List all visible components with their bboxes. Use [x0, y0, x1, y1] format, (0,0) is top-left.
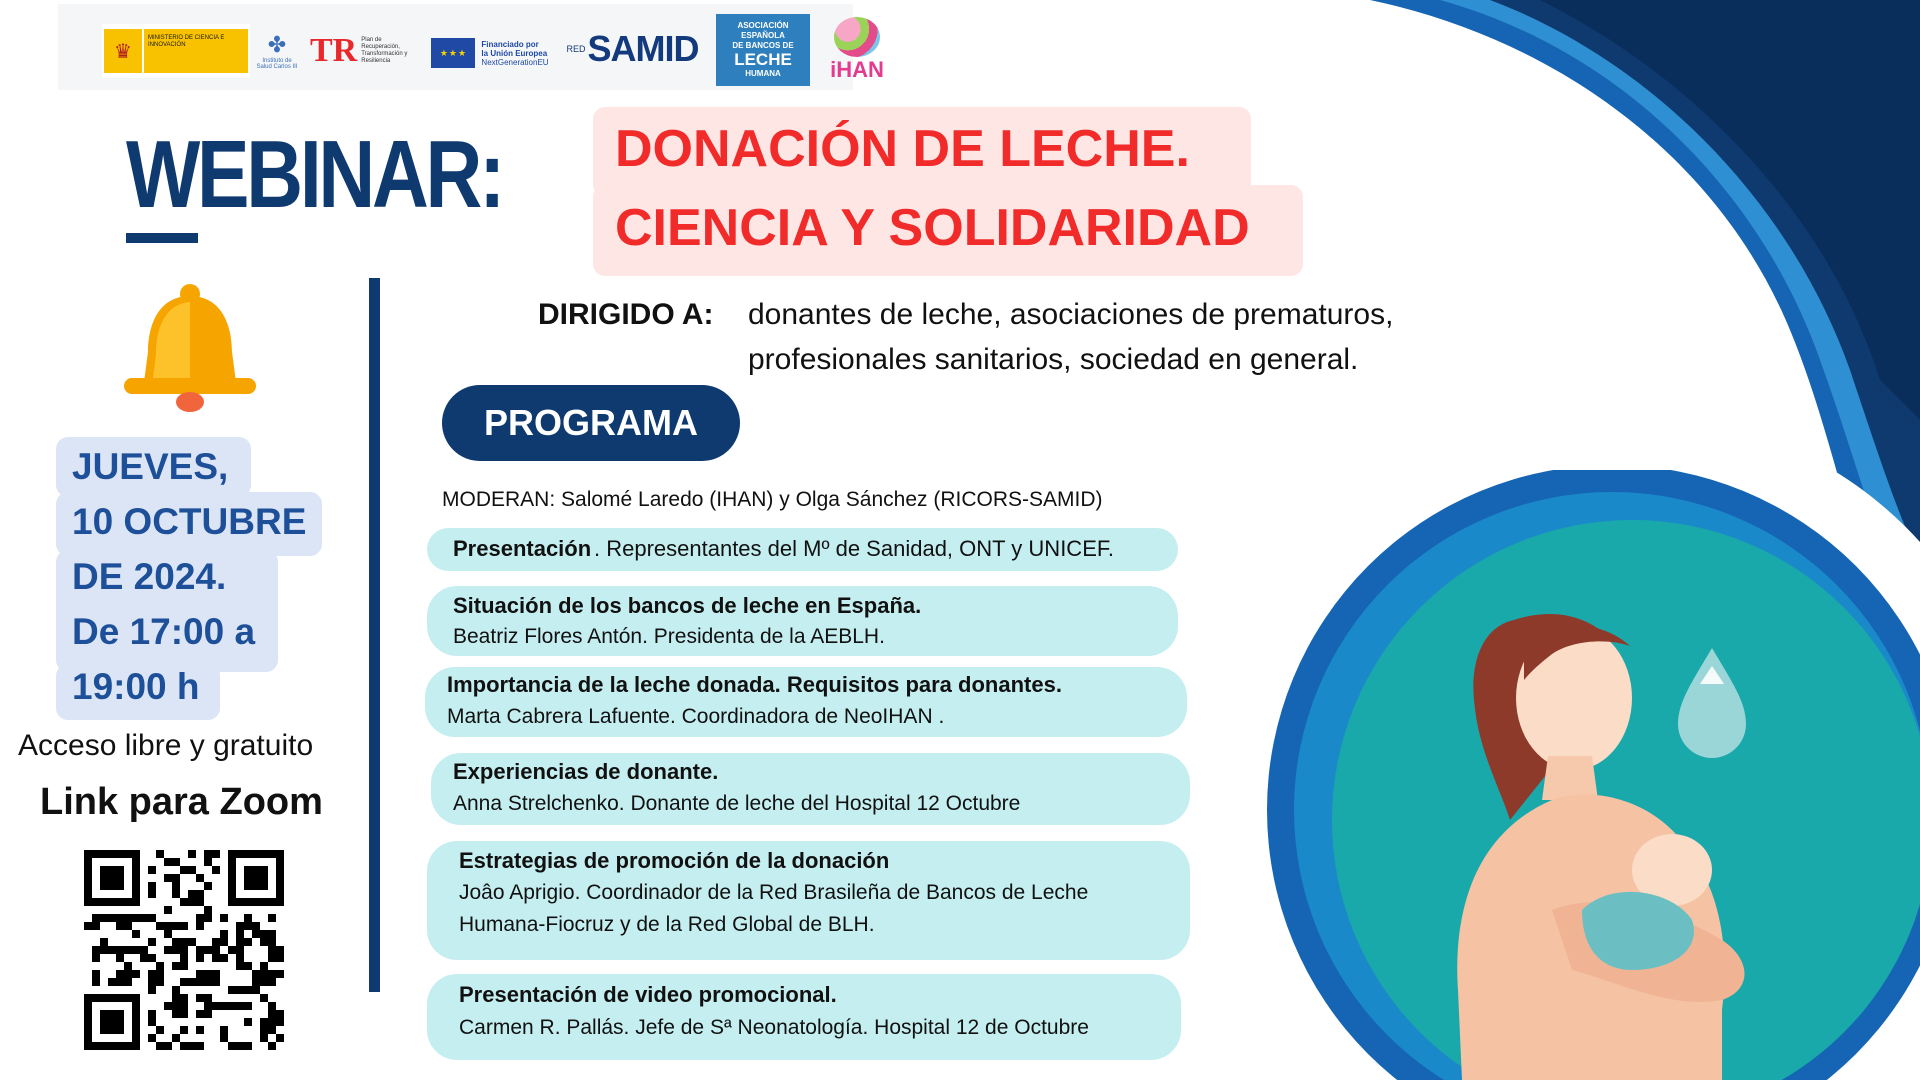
qr-module: [188, 978, 196, 986]
qr-module: [140, 946, 148, 954]
sponsor-logo-bar: [58, 4, 884, 90]
qr-module: [124, 922, 132, 930]
event-time-start: De 17:00 a: [72, 611, 256, 652]
qr-module: [204, 1010, 212, 1018]
qr-module: [220, 930, 228, 938]
qr-module: [228, 1042, 236, 1050]
qr-module: [180, 1002, 188, 1010]
qr-module: [92, 970, 100, 978]
eu-funding-logo: [420, 32, 560, 74]
qr-module: [204, 906, 212, 914]
qr-module: [212, 866, 220, 874]
qr-module: [204, 914, 212, 922]
audience-label: DIRIGIDO A:: [538, 298, 714, 331]
qr-module: [244, 922, 252, 930]
qr-module: [148, 1018, 156, 1026]
program-item-title: Importancia de la leche donada. Requisitos para donantes.: [447, 672, 1062, 697]
qr-module: [100, 946, 108, 954]
qr-module: [156, 922, 164, 930]
samid-red-text: RED: [566, 44, 586, 54]
qr-module: [148, 954, 156, 962]
qr-module: [212, 1002, 220, 1010]
qr-module: [252, 978, 260, 986]
qr-module: [148, 1034, 156, 1042]
qr-module: [268, 938, 276, 946]
qr-module: [156, 970, 164, 978]
audience-line1: donantes de leche, asociaciones de prematuros,: [748, 298, 1394, 331]
qr-module: [180, 994, 188, 1002]
qr-module: [116, 970, 124, 978]
qr-module: [196, 898, 204, 906]
qr-module: [276, 946, 284, 954]
eu-text-line3: NextGenerationEU: [481, 57, 549, 67]
qr-module: [84, 922, 92, 930]
qr-module: [156, 850, 164, 858]
qr-module: [164, 946, 172, 954]
qr-module: [172, 890, 180, 898]
qr-module: [180, 962, 188, 970]
qr-module: [164, 906, 172, 914]
qr-module: [212, 954, 220, 962]
qr-module: [140, 914, 148, 922]
program-item-speaker: Beatriz Flores Antón. Presidenta de la AEBLH.: [453, 625, 885, 648]
eu-text-line1: Financiado por: [481, 39, 539, 49]
qr-module: [164, 1002, 172, 1010]
ministerio-text: MINISTERIO DE CIENCIA E INNOVACIÓN: [144, 29, 248, 73]
qr-module: [172, 946, 180, 954]
qr-module: [212, 978, 220, 986]
prtr-logo: [310, 26, 410, 76]
qr-module: [92, 914, 100, 922]
qr-module: [148, 882, 156, 890]
qr-module: [188, 850, 196, 858]
qr-module: [244, 962, 252, 970]
qr-module: [196, 914, 204, 922]
qr-module: [268, 930, 276, 938]
qr-module: [212, 938, 220, 946]
qr-finder-mark: [100, 1010, 124, 1034]
qr-module: [276, 970, 284, 978]
aeblh-line4: LECHE: [734, 50, 792, 69]
ministerio-logo: [102, 24, 250, 78]
qr-module: [244, 914, 252, 922]
qr-module: [236, 930, 244, 938]
qr-module: [148, 1010, 156, 1018]
vertical-divider: [369, 278, 380, 992]
isciii-logo: [255, 24, 299, 78]
qr-module: [268, 1018, 276, 1026]
qr-module: [236, 954, 244, 962]
program-item-importancia: [425, 667, 1187, 737]
qr-module: [268, 978, 276, 986]
event-day: JUEVES,: [72, 446, 229, 487]
qr-module: [172, 882, 180, 890]
program-item-presentacion: [427, 528, 1178, 571]
qr-module: [172, 1034, 180, 1042]
qr-module: [92, 922, 100, 930]
qr-module: [244, 986, 252, 994]
qr-module: [196, 1026, 204, 1034]
qr-module: [172, 1010, 180, 1018]
qr-module: [220, 954, 228, 962]
qr-module: [188, 938, 196, 946]
zoom-qr-code[interactable]: [84, 850, 284, 1050]
prtr-mark: TR: [310, 32, 358, 69]
qr-module: [260, 1018, 268, 1026]
qr-module: [228, 986, 236, 994]
qr-module: [204, 1002, 212, 1010]
program-item-speaker: Marta Cabrera Lafuente. Coordinadora de NeoIHAN .: [447, 705, 945, 728]
qr-module: [188, 866, 196, 874]
qr-module: [260, 930, 268, 938]
qr-module: [196, 946, 204, 954]
qr-module: [244, 938, 252, 946]
aeblh-line5: HUMANA: [745, 69, 781, 78]
qr-module: [116, 922, 124, 930]
qr-module: [236, 1042, 244, 1050]
qr-module: [268, 946, 276, 954]
qr-module: [212, 850, 220, 858]
qr-module: [244, 1042, 252, 1050]
program-item-title: Presentación: [453, 536, 592, 561]
qr-module: [204, 978, 212, 986]
qr-module: [172, 938, 180, 946]
heading-underline: [126, 233, 198, 243]
event-date: 10 OCTUBRE: [72, 501, 307, 542]
program-item-speaker-cont: Humana-Fiocruz y de la Red Global de BLH.: [459, 913, 875, 936]
qr-module: [196, 970, 204, 978]
qr-module: [196, 1010, 204, 1018]
qr-module: [116, 946, 124, 954]
program-item-speaker: Joâo Aprigio. Coordinador de la Red Brasileña de Bancos de Leche: [459, 881, 1089, 904]
aeblh-line2: ESPAÑOLA: [741, 31, 785, 40]
qr-module: [260, 962, 268, 970]
qr-module: [268, 1026, 276, 1034]
event-time-end: 19:00 h: [72, 666, 200, 707]
qr-module: [196, 994, 204, 1002]
event-title-line1: DONACIÓN DE LECHE.: [615, 120, 1190, 178]
qr-module: [148, 914, 156, 922]
samid-name: SAMID: [587, 28, 699, 69]
program-item-video: [427, 974, 1181, 1060]
qr-module: [228, 946, 236, 954]
qr-module: [156, 978, 164, 986]
qr-module: [180, 1042, 188, 1050]
qr-module: [164, 874, 172, 882]
qr-module: [252, 922, 260, 930]
qr-module: [180, 946, 188, 954]
qr-module: [180, 938, 188, 946]
qr-module: [132, 930, 140, 938]
qr-module: [132, 970, 140, 978]
qr-module: [204, 970, 212, 978]
qr-module: [212, 946, 220, 954]
qr-module: [188, 898, 196, 906]
qr-module: [228, 1002, 236, 1010]
access-info: Acceso libre y gratuito: [18, 729, 314, 762]
qr-module: [164, 1042, 172, 1050]
program-item-estrategias: [427, 841, 1190, 960]
moderators-text: MODERAN: Salomé Laredo (IHAN) y Olga Sánchez (RICORS-SAMID): [442, 488, 1103, 511]
qr-module: [124, 914, 132, 922]
qr-module: [260, 1034, 268, 1042]
qr-finder-mark: [100, 866, 124, 890]
qr-module: [276, 1010, 284, 1018]
qr-module: [148, 890, 156, 898]
qr-module: [172, 962, 180, 970]
qr-module: [172, 994, 180, 1002]
qr-module: [244, 1018, 252, 1026]
qr-module: [132, 946, 140, 954]
qr-module: [236, 1002, 244, 1010]
qr-module: [260, 978, 268, 986]
qr-module: [116, 978, 124, 986]
isciii-mark-icon: ✤: [267, 32, 287, 57]
program-item-situacion: [427, 586, 1178, 656]
eu-text: [481, 40, 548, 67]
webinar-heading: WEBINAR:: [126, 121, 503, 228]
qr-module: [236, 946, 244, 954]
qr-module: [124, 946, 132, 954]
qr-module: [196, 890, 204, 898]
qr-module: [236, 962, 244, 970]
program-item-experiencias: [431, 753, 1190, 825]
qr-module: [260, 994, 268, 1002]
qr-module: [268, 914, 276, 922]
qr-module: [196, 954, 204, 962]
program-item-title: Experiencias de donante.: [453, 759, 719, 784]
qr-module: [132, 914, 140, 922]
qr-module: [204, 882, 212, 890]
qr-module: [148, 986, 156, 994]
qr-module: [252, 930, 260, 938]
qr-module: [268, 1010, 276, 1018]
aeblh-line3: DE BANCOS DE: [732, 41, 794, 50]
prtr-text: Plan de Recuperación, Transformación y Resiliencia: [361, 37, 408, 64]
event-title-line2: CIENCIA Y SOLIDARIDAD: [615, 199, 1250, 257]
qr-module: [204, 946, 212, 954]
qr-module: [236, 938, 244, 946]
qr-module: [220, 938, 228, 946]
qr-module: [252, 970, 260, 978]
qr-module: [172, 922, 180, 930]
qr-module: [164, 858, 172, 866]
event-year: DE 2024.: [72, 556, 227, 597]
qr-module: [276, 1018, 284, 1026]
qr-module: [212, 970, 220, 978]
program-item-speaker: Carmen R. Pallás. Jefe de Sª Neonatología. Hospital 12 de Octubre: [459, 1016, 1089, 1039]
qr-module: [180, 866, 188, 874]
qr-module: [204, 858, 212, 866]
qr-module: [148, 978, 156, 986]
qr-module: [164, 922, 172, 930]
qr-module: [220, 1026, 228, 1034]
aeblh-logo: [716, 14, 810, 86]
qr-module: [148, 970, 156, 978]
qr-module: [92, 946, 100, 954]
qr-module: [140, 954, 148, 962]
program-item-speaker: Anna Strelchenko. Donante de leche del Hospital 12 Octubre: [453, 792, 1021, 815]
qr-module: [172, 858, 180, 866]
qr-module: [172, 1002, 180, 1010]
qr-module: [268, 954, 276, 962]
qr-module: [116, 954, 124, 962]
qr-module: [252, 986, 260, 994]
coat-of-arms-icon: ♛: [104, 29, 142, 73]
qr-module: [204, 850, 212, 858]
eu-text-line2: la Unión Europea: [481, 48, 548, 58]
qr-module: [268, 1042, 276, 1050]
qr-module: [172, 986, 180, 994]
qr-module: [236, 986, 244, 994]
qr-module: [260, 970, 268, 978]
qr-module: [276, 954, 284, 962]
program-item-title: Estrategias de promoción de la donación: [459, 848, 890, 873]
qr-module: [92, 954, 100, 962]
qr-module: [124, 978, 132, 986]
ihan-text: iHAN: [830, 57, 884, 82]
aeblh-line1: ASOCIACIÓN: [737, 21, 789, 30]
qr-module: [124, 970, 132, 978]
qr-module: [108, 914, 116, 922]
qr-module: [92, 978, 100, 986]
qr-module: [124, 962, 132, 970]
qr-module: [188, 1042, 196, 1050]
eu-flag-icon: ★★★: [431, 38, 475, 68]
qr-module: [180, 898, 188, 906]
qr-module: [196, 978, 204, 986]
red-samid-logo: [565, 22, 700, 76]
qr-module: [180, 922, 188, 930]
qr-module: [276, 1034, 284, 1042]
zoom-link-label[interactable]: Link para Zoom: [40, 781, 323, 823]
qr-module: [180, 978, 188, 986]
qr-module: [156, 962, 164, 970]
isciii-text: Instituto de Salud Carlos III: [256, 58, 298, 70]
qr-module: [268, 970, 276, 978]
qr-module: [220, 914, 228, 922]
ihan-flower-icon: [834, 17, 880, 57]
qr-module: [220, 1002, 228, 1010]
program-item-inline-text: . Representantes del Mº de Sanidad, ONT y UNICEF.: [594, 536, 1114, 561]
qr-module: [108, 978, 116, 986]
qr-module: [236, 922, 244, 930]
qr-module: [196, 1042, 204, 1050]
breastfeeding-illustration: [1252, 470, 1920, 1080]
qr-module: [196, 922, 204, 930]
qr-module: [268, 1002, 276, 1010]
qr-finder-mark: [244, 866, 268, 890]
qr-module: [244, 1002, 252, 1010]
program-item-title: Situación de los bancos de leche en España.: [453, 593, 922, 618]
qr-module: [148, 866, 156, 874]
bell-icon: [120, 278, 260, 418]
qr-module: [164, 930, 172, 938]
qr-module: [148, 938, 156, 946]
qr-module: [204, 994, 212, 1002]
ihan-logo: [822, 12, 892, 88]
qr-module: [220, 1034, 228, 1042]
qr-module: [260, 1026, 268, 1034]
qr-module: [100, 938, 108, 946]
program-item-title: Presentación de video promocional.: [459, 982, 837, 1007]
qr-module: [100, 914, 108, 922]
qr-module: [156, 1026, 164, 1034]
qr-module: [196, 874, 204, 882]
qr-module: [180, 1026, 188, 1034]
qr-module: [172, 874, 180, 882]
qr-module: [188, 890, 196, 898]
qr-module: [116, 914, 124, 922]
qr-module: [260, 938, 268, 946]
qr-module: [180, 954, 188, 962]
qr-module: [108, 946, 116, 954]
qr-module: [156, 1042, 164, 1050]
programa-badge: PROGRAMA: [442, 385, 740, 461]
qr-module: [180, 1010, 188, 1018]
audience-line2: profesionales sanitarios, sociedad en general.: [748, 343, 1359, 376]
